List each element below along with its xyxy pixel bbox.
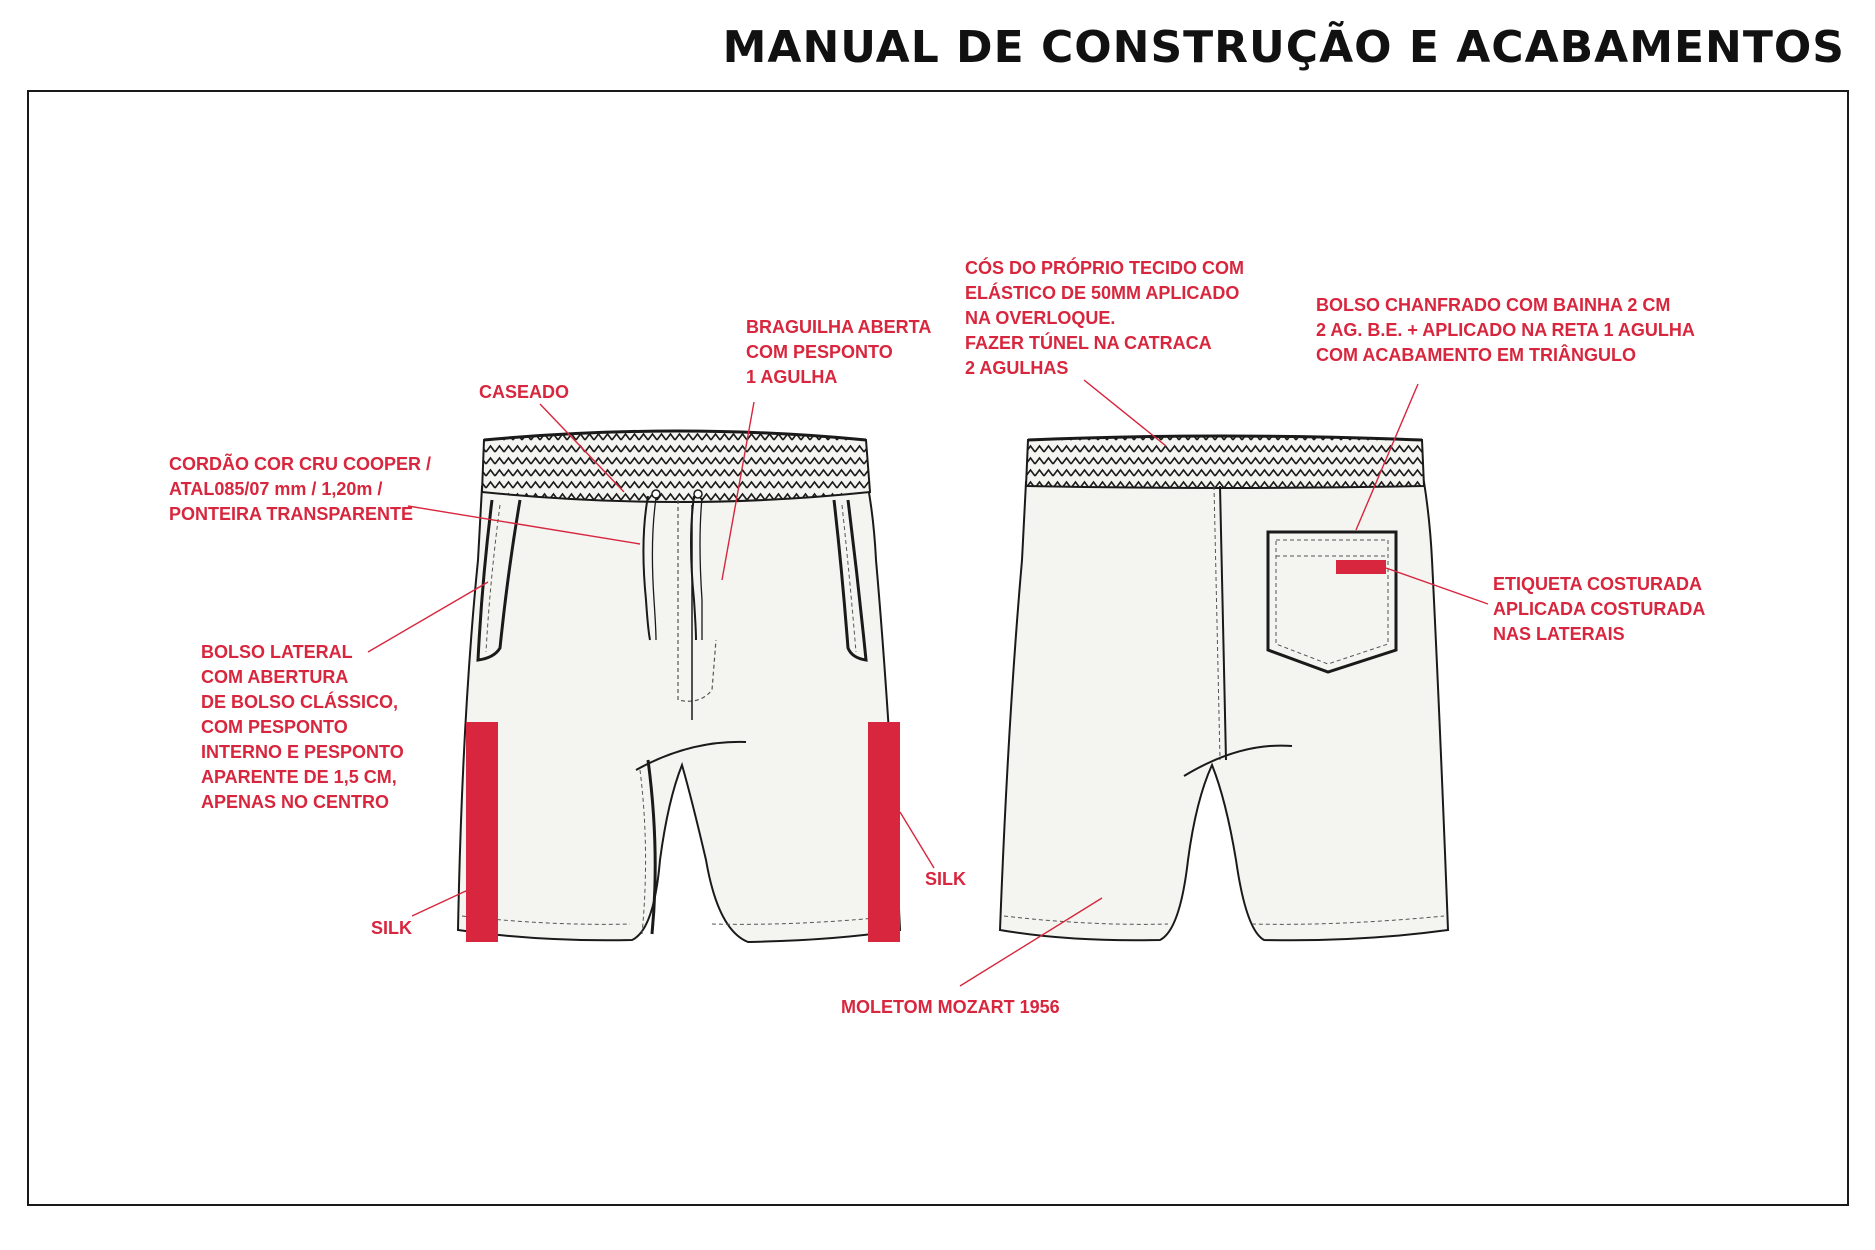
back-waistband	[1026, 436, 1424, 488]
label-bolso-chanfrado: BOLSO CHANFRADO COM BAINHA 2 CM 2 AG. B.E. + APLICADO NA RETA 1 AGULHA COM ACABAMENTO EM TRIÂNGULO	[1316, 295, 1695, 365]
page-title: MANUAL DE CONSTRUÇÃO E ACABAMENTOS	[722, 22, 1845, 73]
label-bolso-lateral: BOLSO LATERAL COM ABERTURA DE BOLSO CLÁSSICO, COM PESPONTO INTERNO E PESPONTO APARENTE DE 1,5 CM, APENAS NO CENTRO	[201, 642, 404, 812]
label-silk-right: SILK	[925, 869, 967, 889]
sewn-label	[1336, 560, 1386, 574]
eyelet-left	[652, 490, 660, 498]
label-cos: CÓS DO PRÓPRIO TECIDO COM ELÁSTICO DE 50MM APLICADO NA OVERLOQUE. FAZER TÚNEL NA CATRACA 2 AGULHAS	[965, 258, 1245, 378]
label-braguilha: BRAGUILHA ABERTA COM PESPONTO 1 AGULHA	[746, 317, 932, 387]
shorts-back-view	[1000, 436, 1448, 940]
front-waistband	[482, 431, 870, 502]
eyelet-right	[694, 490, 702, 498]
label-etiqueta: ETIQUETA COSTURADA APLICADA COSTURADA NAS LATERAIS	[1493, 574, 1706, 644]
front-body-outline	[458, 487, 900, 942]
silk-stripe-right	[868, 722, 900, 942]
shorts-front-view	[458, 431, 900, 942]
label-moletom: MOLETOM MOZART 1956	[841, 997, 1060, 1017]
back-pocket	[1268, 532, 1396, 672]
silk-stripe-left	[466, 722, 498, 942]
label-cordao: CORDÃO COR CRU COOPER / ATAL085/07 mm / 1,20m / PONTEIRA TRANSPARENTE	[169, 454, 432, 524]
label-silk-left: SILK	[371, 918, 413, 938]
label-caseado: CASEADO	[479, 382, 570, 402]
